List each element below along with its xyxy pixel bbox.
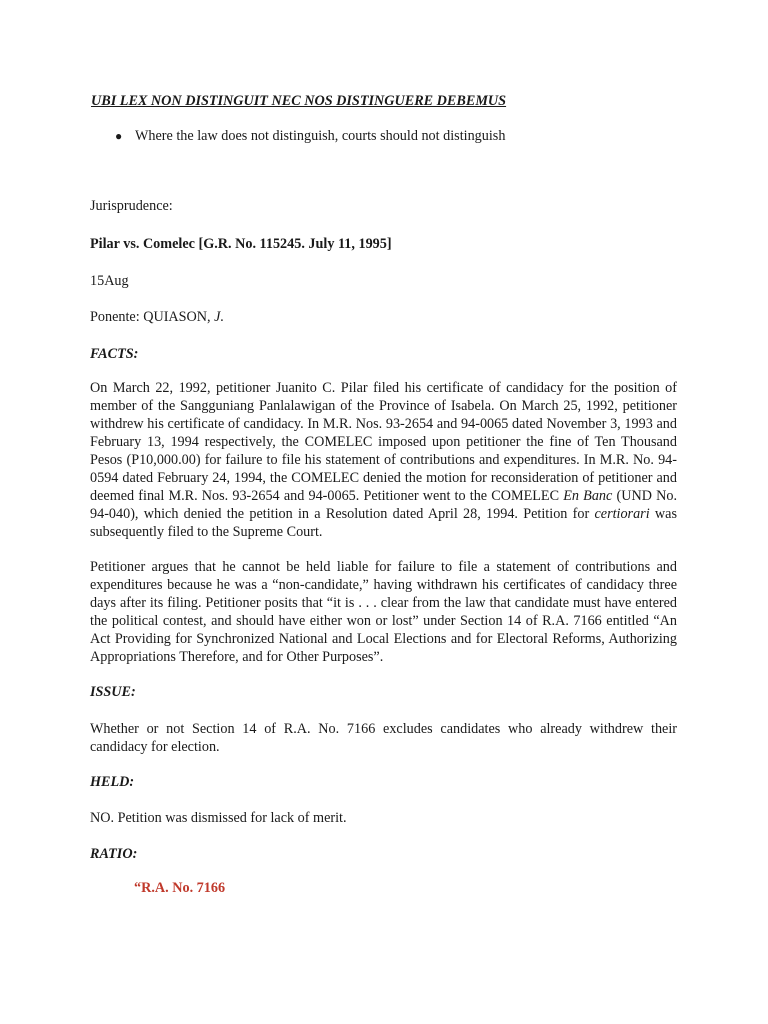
facts-p1-italic-en-banc: En Banc	[563, 488, 613, 504]
facts-p1-part3: was subsequently filed to the Supreme Court.	[90, 506, 677, 540]
facts-p1-part2: (UND No. 94-040), which denied the petition in a Resolution dated April 28, 1994. Petition for	[90, 488, 677, 522]
issue-text: Whether or not Section 14 of R.A. No. 7166 excludes candidates who already withdrew their candidacy for election.	[90, 721, 677, 755]
doc-heading: UBI LEX NON DISTINGUIT NEC NOS DISTINGUERE DEBEMUS	[91, 93, 507, 109]
facts-p1-italic-certiorari: certiorari	[594, 506, 650, 522]
issue-heading: ISSUE:	[90, 684, 136, 700]
bullet-text: Where the law does not distinguish, courts should not distinguish	[135, 128, 506, 144]
bullet-item	[115, 128, 505, 145]
bullet-dot-icon: ●	[115, 129, 123, 143]
held-text: NO. Petition was dismissed for lack of merit.	[90, 810, 347, 826]
ponente-suffix: J.	[214, 309, 224, 325]
ponente-line	[90, 309, 224, 326]
case-title: Pilar vs. Comelec [G.R. No. 115245. July 11, 1995]	[90, 236, 392, 252]
facts-p1-part1: On March 22, 1992, petitioner Juanito C. Pilar filed his certificate of candidacy for the position of member of the Sangguniang Panlalawigan of the Province of Isabela. On March 25, 1992, petitioner withdrew his certificate of candidacy. In M.R. Nos. 93-2654 and 94-0065 dated November 3, 1993 and February 13, 1994 respectively, the COMELEC imposed upon petitioner the fine of Ten Thousand Pesos (P10,000.00) for failure to file his statement of contributions and expenditures. In M.R. No. 94-0594 dated February 24, 1994, the COMELEC denied the motion for reconsideration of petitioner and deemed final M.R. Nos. 93-2654 and 94-0065. Petitioner went to the COMELEC	[90, 380, 677, 504]
held-heading: HELD:	[90, 774, 135, 790]
facts-paragraph-1	[90, 379, 677, 541]
ponente-label: Ponente: QUIASON,	[90, 309, 215, 325]
date-text: 15Aug	[90, 273, 129, 289]
ratio-heading: RATIO:	[90, 846, 138, 862]
facts-heading: FACTS:	[90, 346, 139, 362]
ratio-quote: “R.A. No. 7166	[134, 880, 226, 896]
facts-paragraph-2: Petitioner argues that he cannot be held liable for failure to file a statement of contributions and expenditures because he was a “non-candidate,” having withdrawn his certificates of candidacy three days after its filing. Petitioner posits that “it is . . . clear from the law that candidate must have entered the political contest, and should have either won or lost” under Section 14 of R.A. 7166 entitled “An Act Providing for Synchronized National and Local Elections and for Electoral Reforms, Authorizing Appropriations Therefore, and for Other Purposes”.	[90, 559, 677, 665]
jurisprudence-label: Jurisprudence:	[90, 198, 173, 214]
